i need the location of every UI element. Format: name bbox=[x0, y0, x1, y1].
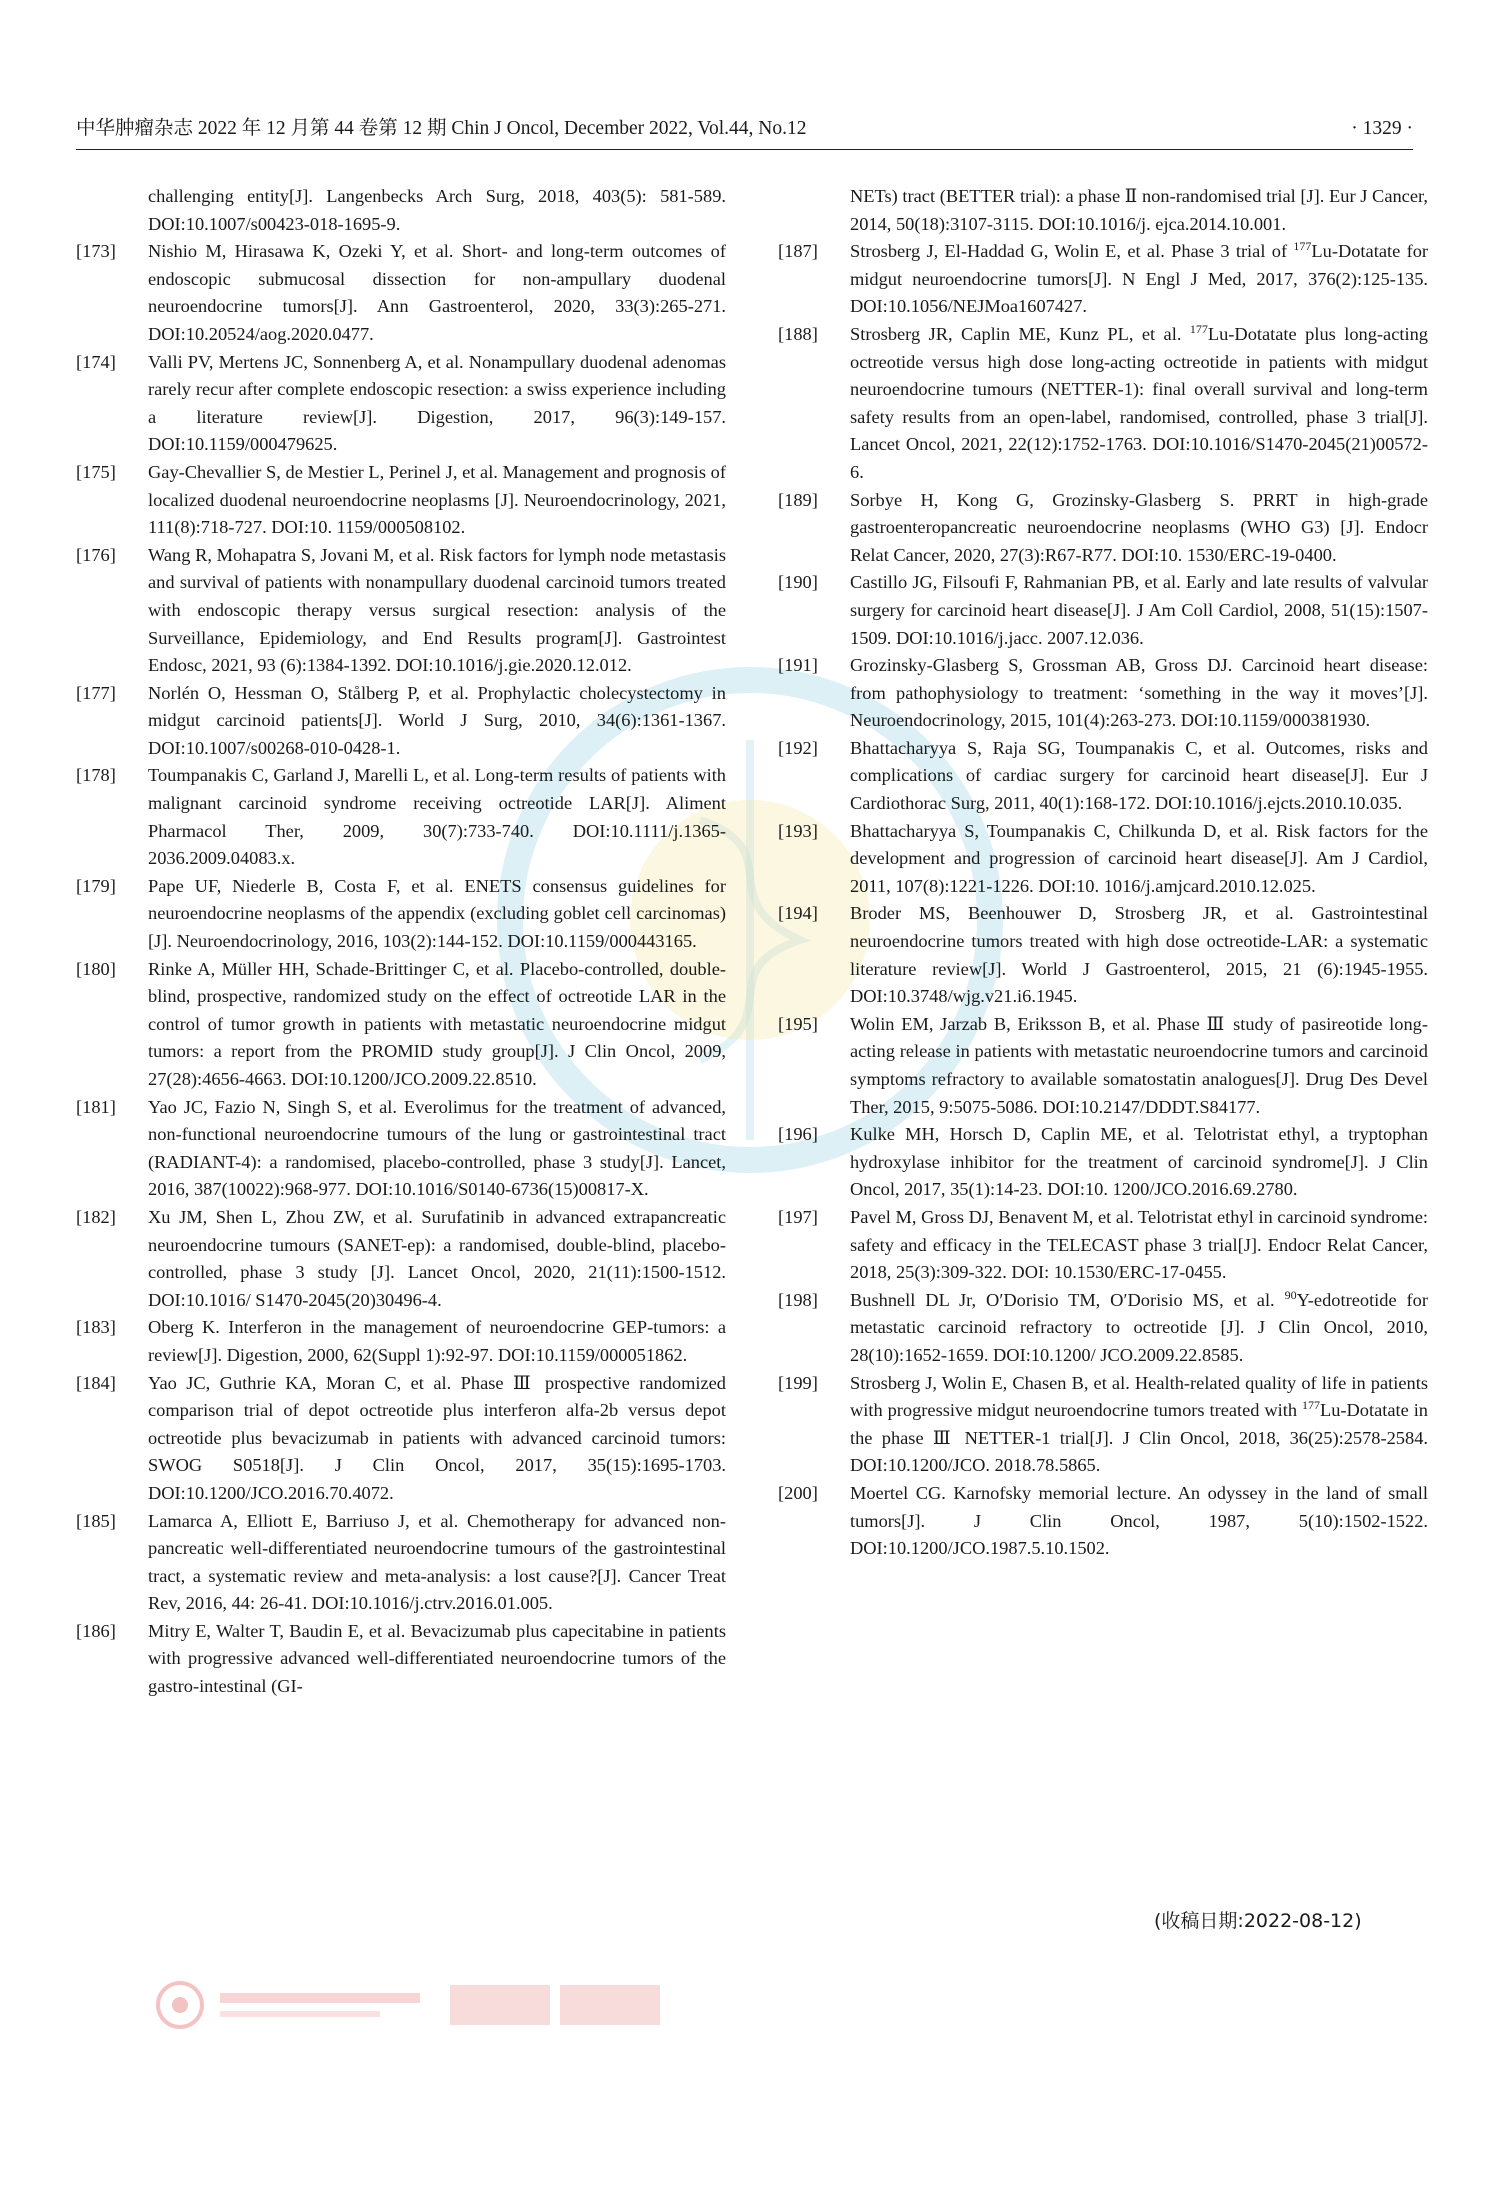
reference-number: [179] bbox=[76, 875, 116, 896]
publisher-logo-watermark bbox=[150, 1975, 690, 2035]
reference-text: Rinke A, Müller HH, Schade-Brittinger C, et al. Placebo-controlled, double-blind, prospective, randomized study on the effect of octreotide LAR in the control of tumor growth in patients with metastatic neuroendocrine midgut tumors: a report from the PROMID study group[J]. J Clin Oncol, 2009, 27(28):4656-4663. DOI:10.1200/JCO.2009.22.8510. bbox=[148, 958, 726, 1089]
received-date: (收稿日期:2022-08-12) bbox=[1154, 1910, 1362, 1932]
reference-entry bbox=[778, 818, 1428, 901]
reference-number: [193] bbox=[778, 820, 818, 841]
reference-text-lead: Bushnell DL Jr, O′Dorisio TM, O′Dorisio MS, et al. bbox=[850, 1289, 1285, 1310]
reference-text: Wolin EM, Jarzab B, Eriksson B, et al. Phase Ⅲ study of pasireotide long-acting release in patients with metastatic neuroendocrine tumors and carcinoid symptoms refractory to available somatostatin analogues[J]. Drug Des Devel Ther, 2015, 9:5075-5086. DOI:10.2147/DDDT.S84177. bbox=[850, 1013, 1428, 1117]
reference-entry bbox=[778, 652, 1428, 735]
reference-text-lead: Strosberg J, Wolin E, Chasen B, et al. Health-related quality of life in patients with progressive midgut neuroendocrine tumors treated with bbox=[850, 1372, 1428, 1421]
reference-number: [197] bbox=[778, 1206, 818, 1227]
reference-entry bbox=[778, 1370, 1428, 1480]
reference-text: Moertel CG. Karnofsky memorial lecture. An odyssey in the land of small tumors[J]. J Clin Oncol, 1987, 5(10):1502-1522. DOI:10.1200/JCO.1987.5.10.1502. bbox=[850, 1482, 1428, 1559]
reference-number: [200] bbox=[778, 1482, 818, 1503]
header-rule bbox=[76, 149, 1413, 150]
isotope-superscript: 177 bbox=[1293, 239, 1312, 254]
left-column bbox=[76, 183, 726, 1701]
reference-text: Gay-Chevallier S, de Mestier L, Perinel J, et al. Management and prognosis of localized duodenal neuroendocrine neoplasms [J]. Neuroendocrinology, 2021, 111(8):718-727. DOI:10. 1159/000508102. bbox=[148, 461, 726, 538]
reference-entry bbox=[76, 1618, 726, 1701]
running-header bbox=[76, 112, 1413, 146]
reference-text: Sorbye H, Kong G, Grozinsky-Glasberg S. PRRT in high-grade gastroenteropancreatic neuroendocrine neoplasms (WHO G3) [J]. Endocr Relat Cancer, 2020, 27(3):R67-R77. DOI:10. 1530/ERC-19-0400. bbox=[850, 489, 1428, 565]
reference-number: [180] bbox=[76, 958, 116, 979]
reference-number: [173] bbox=[76, 241, 116, 262]
reference-entry bbox=[76, 1370, 726, 1508]
reference-entry bbox=[76, 1508, 726, 1618]
reference-text: Norlén O, Hessman O, Stålberg P, et al. Prophylactic cholecystectomy in midgut carcinoid patients[J]. World J Surg, 2010, 34(6):1361-1367. DOI:10.1007/s00268-010-0428-1. bbox=[148, 682, 726, 758]
reference-number: [190] bbox=[778, 572, 818, 593]
reference-text: Wang R, Mohapatra S, Jovani M, et al. Risk factors for lymph node metastasis and survival of patients with nonampullary duodenal carcinoid tumors treated with endoscopic therapy versus surgical resection: analysis of the Surveillance, Epidemiology, and End Results program[J]. Gastrointest Endosc, 2021, 93 (6):1384-1392. DOI:10.1016/j.gie.2020.12.012. bbox=[148, 544, 726, 676]
reference-text: Valli PV, Mertens JC, Sonnenberg A, et al. Nonampullary duodenal adenomas rarely recur after complete endoscopic resection: a swiss experience including a literature review[J]. Digestion, 2017, 96(3):149-157. DOI:10.1159/000479625. bbox=[148, 351, 726, 455]
journal-citation-header: 中华肿瘤杂志 2022 年 12 月第 44 卷第 12 期 Chin J Oncol, December 2022, Vol.44, No.12 bbox=[76, 118, 807, 139]
page-number: · 1329 · bbox=[1351, 118, 1413, 139]
reference-text: Castillo JG, Filsoufi F, Rahmanian PB, et al. Early and late results of valvular surgery for carcinoid heart disease[J]. J Am Coll Cardiol, 2008, 51(15):1507-1509. DOI:10.1016/j.jacc. 2007.12.036. bbox=[850, 572, 1428, 648]
reference-entry bbox=[76, 459, 726, 542]
reference-entry bbox=[778, 1011, 1428, 1121]
reference-number: [188] bbox=[778, 323, 818, 344]
reference-number: [177] bbox=[76, 682, 116, 703]
reference-number: [194] bbox=[778, 903, 818, 924]
reference-text: Yao JC, Guthrie KA, Moran C, et al. Phase Ⅲ prospective randomized comparison trial of depot octreotide plus interferon alfa-2b versus depot octreotide plus bevacizumab in patients with advanced carcinoid tumors: SWOG S0518[J]. J Clin Oncol, 2017, 35(15):1695-1703. DOI:10.1200/JCO.2016.70.4072. bbox=[148, 1372, 726, 1503]
reference-entry bbox=[778, 1480, 1428, 1563]
reference-text: Lu-Dotatate in the phase Ⅲ NETTER-1 trial[J]. J Clin Oncol, 2018, 36(25):2578-2584. DOI:10.1200/JCO. 2018.78.5865. bbox=[850, 1400, 1429, 1476]
reference-text: Pavel M, Gross DJ, Benavent M, et al. Telotristat ethyl in carcinoid syndrome: safety and efficacy in the TELECAST phase 3 trial[J]. Endocr Relat Cancer, 2018, 25(3):309-322. DOI: 10.1530/ERC-17-0455. bbox=[850, 1206, 1428, 1283]
reference-number: [198] bbox=[778, 1289, 818, 1310]
reference-text: Yao JC, Fazio N, Singh S, et al. Everolimus for the treatment of advanced, non-functional neuroendocrine tumours of the lung or gastrointestinal tract (RADIANT-4): a randomised, placebo-controlled, phase 3 study[J]. Lancet, 2016, 387(10022):968-977. DOI:10.1016/S0140-6736(15)00817-X. bbox=[148, 1096, 726, 1200]
reference-entry bbox=[778, 1121, 1428, 1204]
reference-text: Bhattacharyya S, Toumpanakis C, Chilkunda D, et al. Risk factors for the development and progression of carcinoid heart disease[J]. Am J Cardiol, 2011, 107(8):1221-1226. DOI:10. 1016/j.amjcard.2010.12.025. bbox=[850, 820, 1428, 896]
reference-text: Grozinsky-Glasberg S, Grossman AB, Gross DJ. Carcinoid heart disease: from pathophysiology to treatment: ‘something in the way it moves’[J]. Neuroendocrinology, 2015, 101(4):263-273. DOI:10.1159/000381930. bbox=[850, 655, 1428, 731]
reference-number: [184] bbox=[76, 1372, 116, 1393]
reference-number: [175] bbox=[76, 461, 116, 482]
reference-entry bbox=[76, 1094, 726, 1204]
reference-entry bbox=[778, 238, 1428, 321]
reference-text: challenging entity[J]. Langenbecks Arch Surg, 2018, 403(5): 581-589. DOI:10.1007/s00423-018-1695-9. bbox=[148, 186, 726, 234]
reference-entry bbox=[778, 1287, 1428, 1370]
reference-entry bbox=[76, 956, 726, 1094]
reference-text: Lu-Dotatate for midgut neuroendocrine tumors[J]. N Engl J Med, 2017, 376(2):125-135. DOI:10.1056/NEJMoa1607427. bbox=[850, 241, 1429, 317]
reference-number: [183] bbox=[76, 1317, 116, 1338]
reference-number: [185] bbox=[76, 1510, 116, 1531]
reference-number: [191] bbox=[778, 655, 818, 676]
reference-text-lead: Strosberg J, El-Haddad G, Wolin E, et al. Phase 3 trial of bbox=[850, 241, 1294, 262]
reference-entry bbox=[778, 487, 1428, 570]
reference-entry bbox=[76, 762, 726, 872]
reference-continuation bbox=[778, 183, 1428, 238]
reference-text: Mitry E, Walter T, Baudin E, et al. Bevacizumab plus capecitabine in patients with progressive advanced well-differentiated neuroendocrine tumors of the gastro-intestinal (GI- bbox=[148, 1620, 726, 1697]
reference-text: Toumpanakis C, Garland J, Marelli L, et al. Long-term results of patients with malignant carcinoid syndrome receiving octreotide LAR[J]. Aliment Pharmacol Ther, 2009, 30(7):733-740. DOI:10.1111/j.1365-2036.2009.04083.x. bbox=[148, 765, 726, 869]
isotope-superscript: 177 bbox=[1189, 321, 1208, 336]
reference-number: [186] bbox=[76, 1620, 116, 1641]
reference-text: NETs) tract (BETTER trial): a phase Ⅱ non-randomised trial [J]. Eur J Cancer, 2014, 50(18):3107-3115. DOI:10.1016/j. ejca.2014.10.001. bbox=[850, 186, 1428, 234]
reference-entry bbox=[778, 900, 1428, 1010]
reference-entry bbox=[778, 321, 1428, 487]
reference-number: [195] bbox=[778, 1013, 818, 1034]
reference-text: Nishio M, Hirasawa K, Ozeki Y, et al. Short- and long-term outcomes of endoscopic submucosal dissection for non-ampullary duodenal neuroendocrine tumors[J]. Ann Gastroenterol, 2020, 33(3):265-271. DOI:10.20524/aog.2020.0477. bbox=[148, 241, 726, 344]
reference-number: [192] bbox=[778, 737, 818, 758]
reference-number: [196] bbox=[778, 1124, 818, 1145]
reference-number: [187] bbox=[778, 241, 818, 262]
reference-entry bbox=[76, 1314, 726, 1369]
reference-text: Bhattacharyya S, Raja SG, Toumpanakis C, et al. Outcomes, risks and complications of cardiac surgery for carcinoid heart disease[J]. Eur J Cardiothorac Surg, 2011, 40(1):168-172. DOI:10.1016/j.ejcts.2010.10.035. bbox=[850, 737, 1428, 814]
reference-entry bbox=[76, 542, 726, 680]
reference-number: [174] bbox=[76, 351, 116, 372]
reference-text: Pape UF, Niederle B, Costa F, et al. ENETS consensus guidelines for neuroendocrine neoplasms of the appendix (excluding goblet cell carcinomas)[J]. Neuroendocrinology, 2016, 103(2):144-152. DOI:10.1159/000443165. bbox=[148, 875, 726, 952]
reference-text: Oberg K. Interferon in the management of neuroendocrine GEP-tumors: a review[J]. Digestion, 2000, 62(Suppl 1):92-97. DOI:10.1159/000051862. bbox=[148, 1317, 726, 1365]
reference-text: Lamarca A, Elliott E, Barriuso J, et al. Chemotherapy for advanced non-pancreatic well-differentiated neuroendocrine tumours of the gastrointestinal tract, a systematic review and meta-analysis: a lost cause?[J]. Cancer Treat Rev, 2016, 44: 26-41. DOI:10.1016/j.ctrv.2016.01.005. bbox=[148, 1510, 726, 1614]
reference-number: [176] bbox=[76, 544, 116, 565]
reference-number: [181] bbox=[76, 1096, 116, 1117]
reference-entry bbox=[778, 1204, 1428, 1287]
reference-number: [178] bbox=[76, 765, 116, 786]
reference-entry bbox=[778, 735, 1428, 818]
reference-text: Broder MS, Beenhouwer D, Strosberg JR, et al. Gastrointestinal neuroendocrine tumors treated with high dose octreotide-LAR: a systematic literature review[J]. World J Gastroenterol, 2015, 21 (6):1945-1955. DOI:10.3748/wjg.v21.i6.1945. bbox=[850, 903, 1428, 1007]
reference-text: Kulke MH, Horsch D, Caplin ME, et al. Telotristat ethyl, a tryptophan hydroxylase inhibitor for the treatment of carcinoid syndrome[J]. J Clin Oncol, 2017, 35(1):14-23. DOI:10. 1200/JCO.2016.69.2780. bbox=[850, 1124, 1428, 1200]
reference-number: [189] bbox=[778, 489, 818, 510]
reference-entry bbox=[76, 238, 726, 348]
reference-continuation bbox=[76, 183, 726, 238]
reference-text-lead: Strosberg JR, Caplin ME, Kunz PL, et al. bbox=[850, 323, 1190, 344]
reference-entry bbox=[76, 349, 726, 459]
reference-entry bbox=[76, 873, 726, 956]
isotope-superscript: 177 bbox=[1301, 1398, 1320, 1413]
isotope-superscript: 90 bbox=[1284, 1287, 1297, 1302]
reference-number: [182] bbox=[76, 1206, 116, 1227]
reference-text: Y-edotreotide for metastatic carcinoid refractory to octreotide [J]. J Clin Oncol, 2010, 28(10):1652-1659. DOI:10.1200/ JCO.2009.22.8585. bbox=[850, 1289, 1428, 1365]
reference-entry bbox=[76, 680, 726, 763]
reference-entry bbox=[76, 1204, 726, 1314]
right-column bbox=[778, 183, 1428, 1563]
reference-number: [199] bbox=[778, 1372, 818, 1393]
reference-text: Xu JM, Shen L, Zhou ZW, et al. Surufatinib in advanced extrapancreatic neuroendocrine tumours (SANET-ep): a randomised, double-blind, placebo-controlled, phase 3 study [J]. Lancet Oncol, 2020, 21(11):1500-1512. DOI:10.1016/ S1470-2045(20)30496-4. bbox=[148, 1206, 726, 1310]
reference-text: Lu-Dotatate plus long-acting octreotide versus high dose long-acting octreotide in patients with midgut neuroendocrine tumours (NETTER-1): final overall survival and long-term safety results from an open-label, randomised, controlled, phase 3 trial[J]. Lancet Oncol, 2021, 22(12):1752-1763. DOI:10.1016/S1470-2045(21)00572-6. bbox=[850, 323, 1428, 482]
reference-entry bbox=[778, 569, 1428, 652]
